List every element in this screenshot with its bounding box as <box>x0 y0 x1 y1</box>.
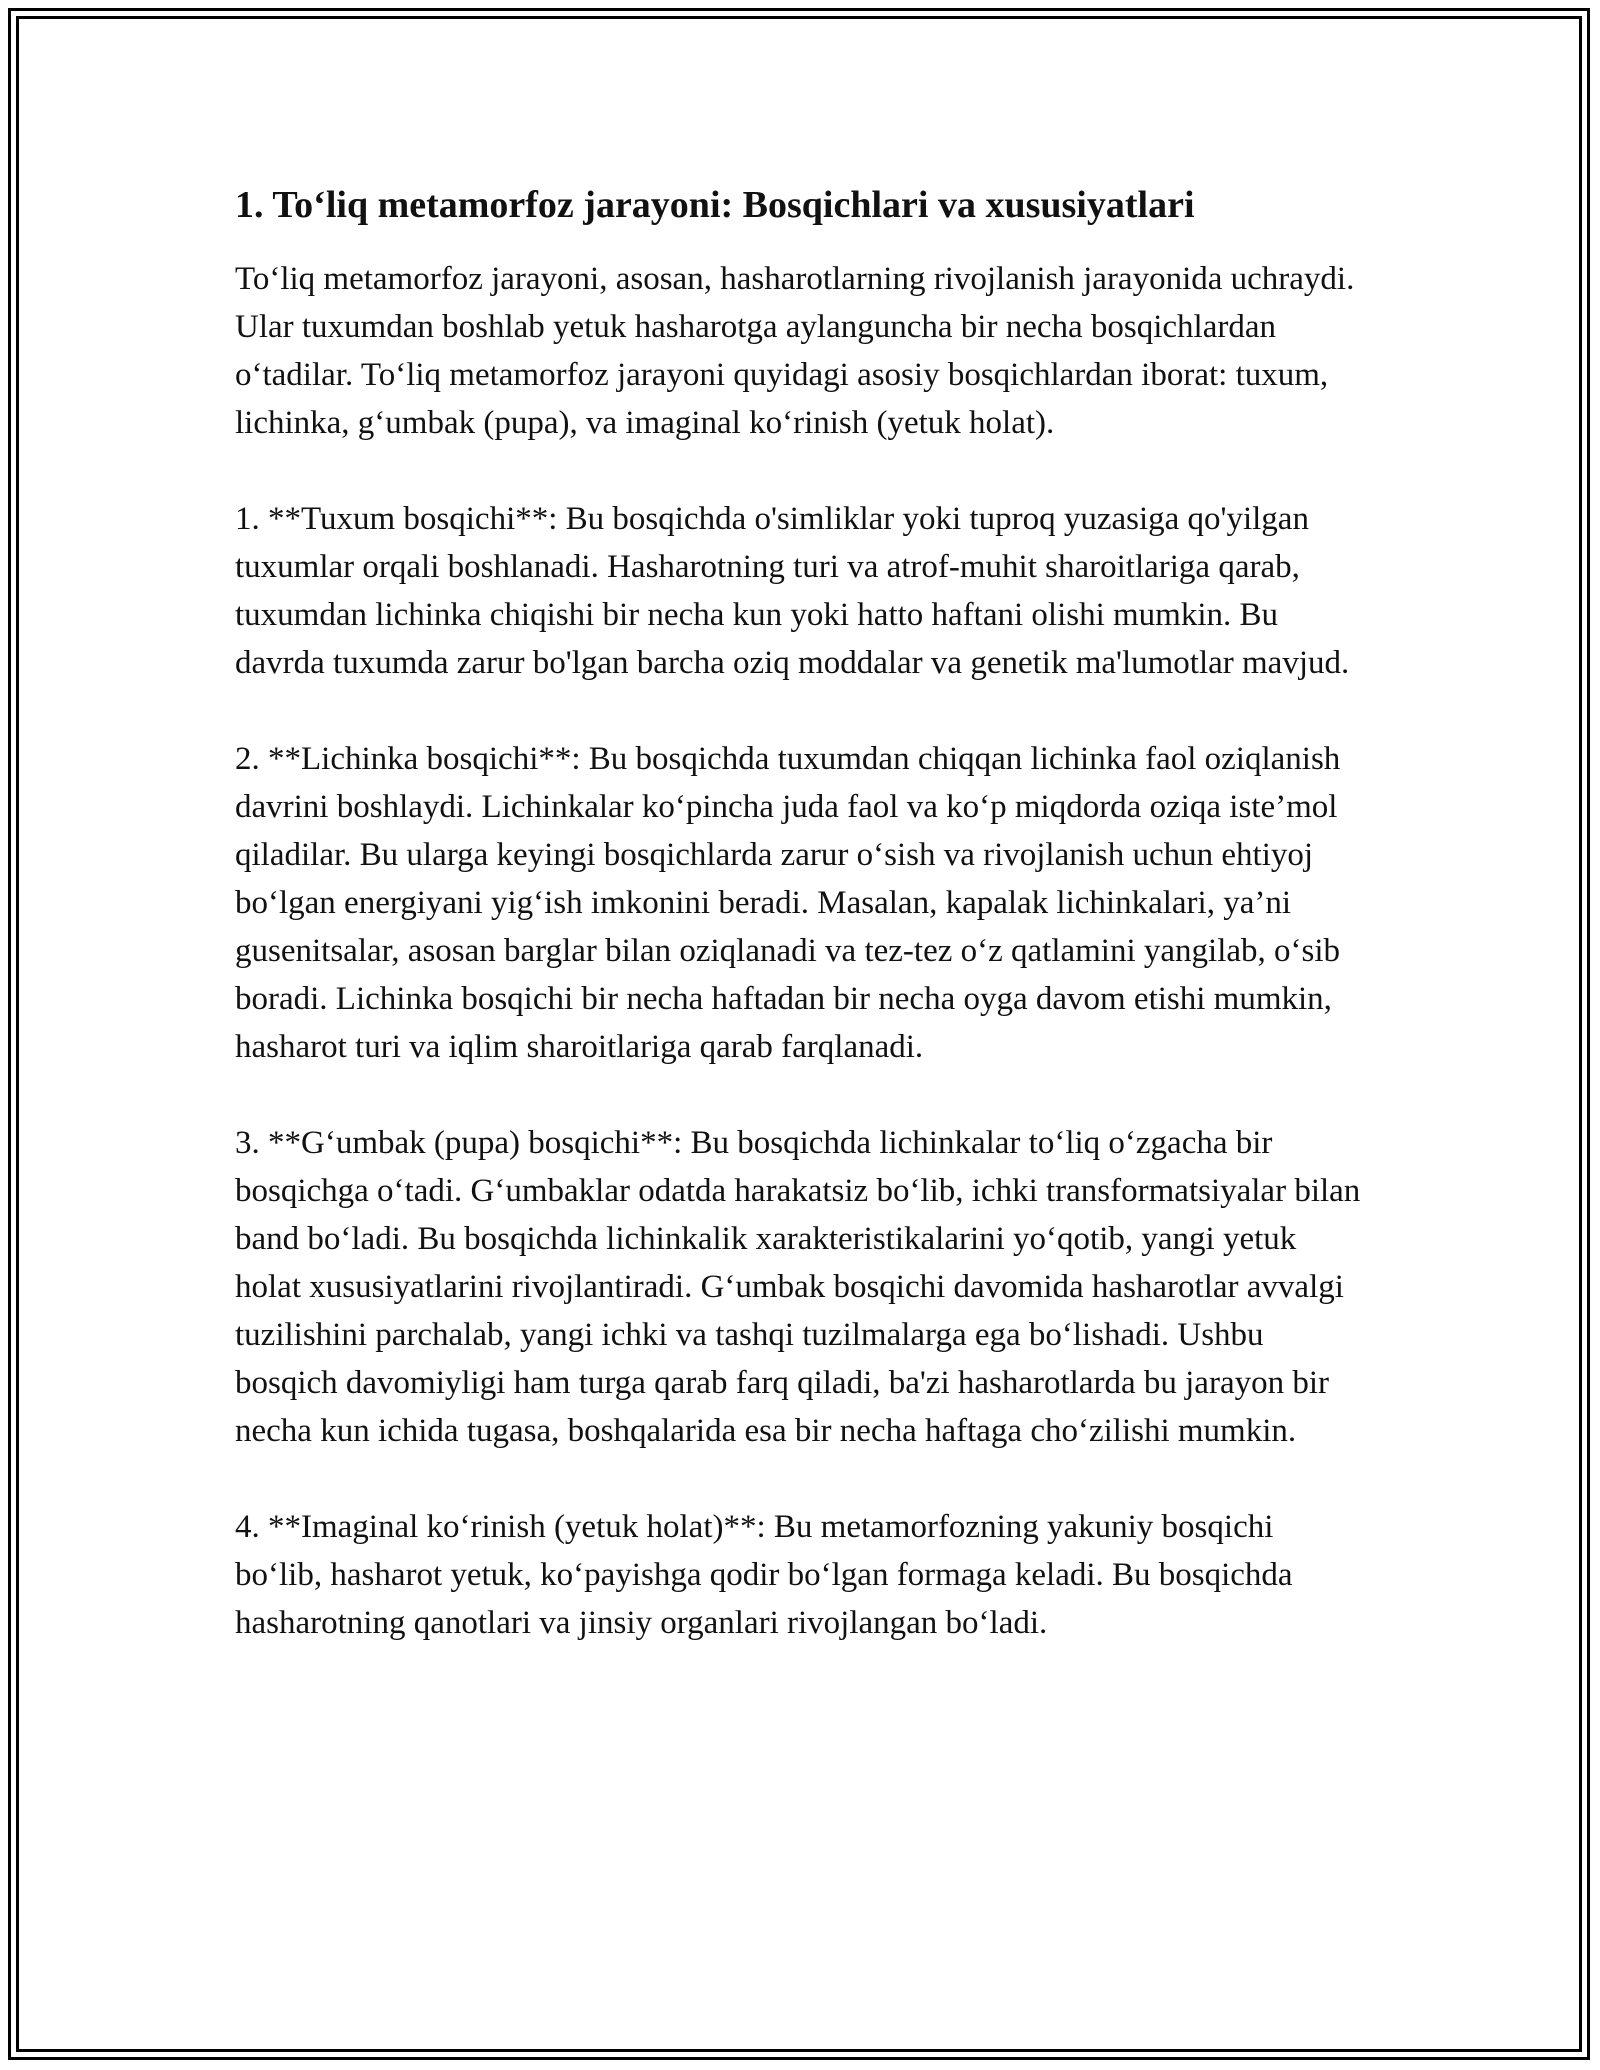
intro-paragraph: To‘liq metamorfoz jarayoni, asosan, hasharotlarning rivojlanish jarayonida uchraydi. Ular tuxumdan boshlab yetuk hasharotga aylanguncha bir necha bosqichlardan o‘tadilar. To‘liq metamorfoz jarayoni quyidagi asosiy bosqichlardan iborat: tuxum, lichinka, g‘umbak (pupa), va imaginal ko‘rinish (yetuk holat). <box>235 261 1355 442</box>
larva-stage-paragraph: 2. **Lichinka bosqichi**: Bu bosqichda tuxumdan chiqqan lichinka faol oziqlanish davrini boshlaydi. Lichinkalar ko‘pincha juda faol va ko‘p miqdorda oziqa iste’mol qiladilar. Bu ularga keyingi bosqichlarda zarur o‘sish va rivojlanish uchun ehtiyoj bo‘lgan energiyani yig‘ish imkonini beradi. Masalan, kapalak lichinkalari, ya’ni gusenitsalar, asosan barglar bilan oziqlanadi va tez-tez o‘z qatlamini yangilab, o‘sib boradi. Lichinka bosqichi bir necha haftadan bir necha oyga davom etishi mumkin, hasharot turi va iqlim sharoitlariga qarab farqlanadi. <box>235 741 1341 1066</box>
imago-stage-paragraph: 4. **Imaginal ko‘rinish (yetuk holat)**: Bu metamorfozning yakuniy bosqichi bo‘lib, hasharot yetuk, ko‘payishga qodir bo‘lgan formaga keladi. Bu bosqichda hasharotning qanotlari va jinsiy organlari rivojlangan bo‘ladi. <box>235 1509 1293 1642</box>
egg-stage-paragraph: 1. **Tuxum bosqichi**: Bu bosqichda o'simliklar yoki tuproq yuzasiga qo'yilgan tuxumlar orqali boshlanadi. Hasharotning turi va atrof-muhit sharoitlariga qarab, tuxumdan lichinka chiqishi bir necha kun yoki hatto haftani olishi mumkin. Bu davrda tuxumda zarur bo'lgan barcha oziq moddalar va genetik ma'lumotlar mavjud. <box>235 501 1350 682</box>
pupa-stage-paragraph: 3. **G‘umbak (pupa) bosqichi**: Bu bosqichda lichinkalar to‘liq o‘zgacha bir bosqichga o‘tadi. G‘umbaklar odatda harakatsiz bo‘lib, ichki transformatsiyalar bilan band bo‘ladi. Bu bosqichda lichinkalik xarakteristikalarini yo‘qotib, yangi yetuk holat xususiyatlarini rivojlantiradi. G‘umbak bosqichi davomida hasharotlar avvalgi tuzilishini parchalab, yangi ichki va tashqi tuzilmalarga ega bo‘lishadi. Ushbu bosqich davomiyligi ham turga qarab farq qiladi, ba'zi hasharotlarda bu jarayon bir necha kun ichida tugasa, boshqalarida esa bir necha haftaga cho‘zilishi mumkin. <box>235 1125 1361 1450</box>
document-body <box>235 180 1365 1695</box>
document-title: 1. To‘liq metamorfoz jarayoni: Bosqichlari va xususiyatlari <box>235 184 1195 226</box>
